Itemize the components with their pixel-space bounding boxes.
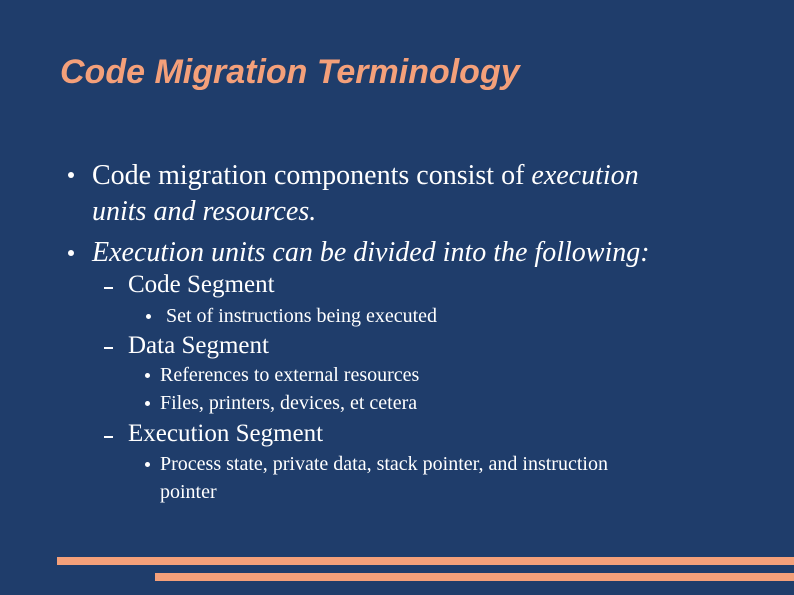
bullet-execution-units: Execution units can be divided into the following: bbox=[92, 237, 650, 268]
dash-icon bbox=[104, 436, 113, 438]
segment-execution-label: Execution Segment bbox=[128, 420, 324, 447]
segment-execution-detail-line1: Process state, private data, stack pointer, and instruction bbox=[160, 453, 608, 475]
slide-title: Code Migration Terminology bbox=[60, 53, 520, 91]
bullet-components-italic: execution bbox=[531, 160, 639, 191]
accent-bar-top bbox=[57, 557, 794, 565]
bullet-dot-icon bbox=[146, 314, 151, 319]
bullet-components-line2: units and resources. bbox=[92, 196, 317, 227]
dash-icon bbox=[104, 347, 113, 349]
accent-bar-bottom bbox=[155, 573, 794, 581]
segment-data-label: Data Segment bbox=[128, 332, 269, 359]
segment-execution-detail-line2: pointer bbox=[160, 481, 217, 503]
segment-data-detail-1: References to external resources bbox=[160, 364, 420, 386]
bullet-dot-icon bbox=[68, 172, 74, 178]
bullet-components-line1 bbox=[92, 158, 639, 194]
bullet-dot-icon bbox=[68, 250, 74, 256]
segment-data-detail-2: Files, printers, devices, et cetera bbox=[160, 392, 418, 414]
dash-icon bbox=[104, 287, 113, 289]
bullet-components-plain: Code migration components consist of bbox=[92, 160, 532, 191]
segment-code-detail: Set of instructions being executed bbox=[166, 305, 438, 327]
bullet-dot-icon bbox=[145, 462, 150, 467]
segment-code-label: Code Segment bbox=[128, 271, 275, 298]
bullet-dot-icon bbox=[145, 373, 150, 378]
bullet-dot-icon bbox=[145, 401, 150, 406]
